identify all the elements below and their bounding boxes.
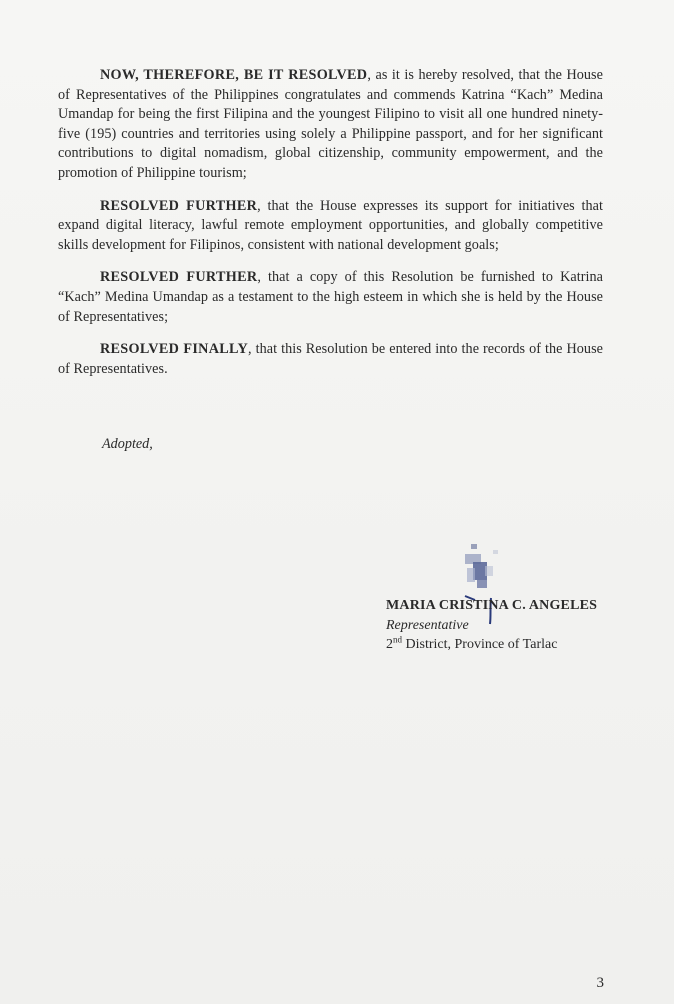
resolution-paragraph-2 (58, 197, 603, 256)
paragraph-text: , that the House expresses its support for initiatives that expand digital literacy, lawful remote employment opportunities, and globally competitive skills development for Filipinos, consistent with national development goals; (58, 197, 603, 253)
paragraph-lead: RESOLVED FURTHER (100, 269, 258, 286)
district-number: 2 (386, 637, 393, 652)
resolution-body (58, 66, 603, 392)
paragraph-text: , that a copy of this Resolution be furnished to Katrina “Kach” Medina Umandap as a testament to the high esteem in which she is held by the House of Representatives; (58, 269, 603, 325)
district-name: District, Province of Tarlac (402, 637, 558, 652)
paragraph-lead: RESOLVED FINALLY (100, 341, 249, 358)
paragraph-lead: NOW, THEREFORE, BE IT RESOLVED (100, 67, 368, 83)
page-number: 3 (596, 975, 604, 991)
district-ordinal-suffix: nd (393, 634, 402, 645)
paragraph-text: , that this Resolution be entered into the records of the House of Representatives. (58, 341, 603, 377)
resolution-paragraph-4 (58, 340, 603, 379)
paragraph-lead: RESOLVED FURTHER (100, 197, 258, 214)
resolution-paragraph-3 (58, 268, 603, 327)
signature-block (386, 596, 646, 655)
signatory-name: MARIA CRISTINA C. ANGELES (386, 598, 598, 613)
signatory-district (386, 635, 646, 655)
resolution-paragraph-1 (58, 66, 603, 184)
adopted-label: Adopted, (102, 436, 153, 452)
paragraph-text: , as it is hereby resolved, that the House of Representatives of the Philippines congratulates and commends Katrina “Kach” Medina Umandap for being the first Filipina and the youngest Filipino to visit all one hundred ninety-five (195) countries and territories using solely a Philippine passport, and for her significant contributions to digital nomadism, global citizenship, community empowerment, and the promotion of Philippine tourism; (58, 67, 603, 181)
signatory-title: Representative (386, 617, 469, 633)
